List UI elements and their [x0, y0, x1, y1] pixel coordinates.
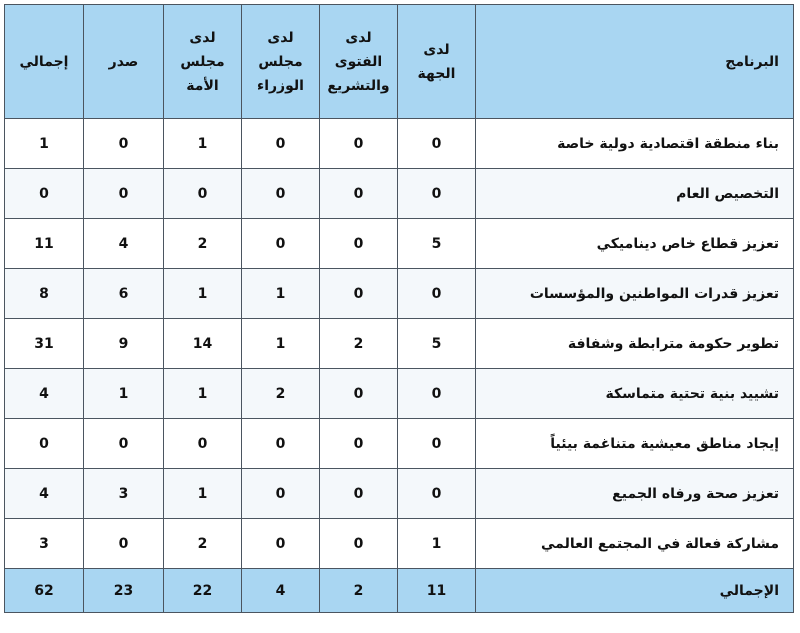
- header-issued: [84, 5, 164, 119]
- totals-total: 62: [5, 569, 84, 613]
- assembly-cell: 1: [164, 269, 242, 319]
- program-cell: تعزيز صحة ورفاه الجميع: [476, 469, 794, 519]
- fatwa-cell: 0: [320, 519, 398, 569]
- program-cell: تشييد بنية تحتية متماسكة: [476, 369, 794, 419]
- totals-cabinet: 4: [242, 569, 320, 613]
- header-fatwa-line-2: الفتوى: [334, 53, 383, 70]
- programs-status-table: [4, 4, 794, 613]
- table-row: [5, 319, 794, 369]
- program-cell: بناء منطقة اقتصادية دولية خاصة: [476, 119, 794, 169]
- issued-cell: 0: [84, 519, 164, 569]
- total-cell: 4: [5, 469, 84, 519]
- entity-cell: 0: [398, 269, 476, 319]
- table-row: [5, 469, 794, 519]
- fatwa-cell: 0: [320, 369, 398, 419]
- header-entity-line-1: لدى: [423, 41, 450, 58]
- assembly-cell: 0: [164, 169, 242, 219]
- totals-issued: 23: [84, 569, 164, 613]
- header-assembly-line-3: الأمة: [186, 77, 219, 94]
- issued-cell: 4: [84, 219, 164, 269]
- header-cabinet: [242, 5, 320, 119]
- assembly-cell: 2: [164, 519, 242, 569]
- entity-cell: 0: [398, 469, 476, 519]
- header-total-label: إجمالي: [19, 53, 69, 70]
- table-row: [5, 269, 794, 319]
- program-cell: إيجاد مناطق معيشية متناغمة بيئياً: [476, 419, 794, 469]
- fatwa-cell: 0: [320, 219, 398, 269]
- fatwa-cell: 0: [320, 169, 398, 219]
- fatwa-cell: 2: [320, 319, 398, 369]
- header-fatwa-line-3: والتشريع: [327, 77, 390, 94]
- total-cell: 8: [5, 269, 84, 319]
- total-cell: 1: [5, 119, 84, 169]
- cabinet-cell: 0: [242, 469, 320, 519]
- table-row: [5, 519, 794, 569]
- entity-cell: 1: [398, 519, 476, 569]
- header-program: [476, 5, 794, 119]
- total-cell: 0: [5, 169, 84, 219]
- program-cell: تطوير حكومة مترابطة وشفافة: [476, 319, 794, 369]
- cabinet-cell: 0: [242, 119, 320, 169]
- totals-entity: 11: [398, 569, 476, 613]
- table-row: [5, 419, 794, 469]
- cabinet-cell: 1: [242, 269, 320, 319]
- table-footer: [5, 569, 794, 613]
- entity-cell: 0: [398, 369, 476, 419]
- issued-cell: 0: [84, 119, 164, 169]
- entity-cell: 0: [398, 169, 476, 219]
- issued-cell: 0: [84, 169, 164, 219]
- header-assembly: [164, 5, 242, 119]
- table-row: [5, 169, 794, 219]
- header-entity-line-2: الجهة: [417, 65, 456, 82]
- entity-cell: 5: [398, 219, 476, 269]
- cabinet-cell: 1: [242, 319, 320, 369]
- entity-cell: 0: [398, 419, 476, 469]
- cabinet-cell: 2: [242, 369, 320, 419]
- header-cabinet-line-1: لدى: [267, 29, 294, 46]
- fatwa-cell: 0: [320, 469, 398, 519]
- assembly-cell: 1: [164, 469, 242, 519]
- fatwa-cell: 0: [320, 419, 398, 469]
- table-body: [5, 119, 794, 569]
- total-cell: 4: [5, 369, 84, 419]
- assembly-cell: 1: [164, 369, 242, 419]
- issued-cell: 6: [84, 269, 164, 319]
- issued-cell: 1: [84, 369, 164, 419]
- assembly-cell: 1: [164, 119, 242, 169]
- table-row: [5, 119, 794, 169]
- issued-cell: 3: [84, 469, 164, 519]
- header-fatwa: [320, 5, 398, 119]
- assembly-cell: 14: [164, 319, 242, 369]
- header-row: [5, 5, 794, 119]
- issued-cell: 9: [84, 319, 164, 369]
- total-cell: 0: [5, 419, 84, 469]
- header-entity: [398, 5, 476, 119]
- header-cabinet-line-2: مجلس: [258, 53, 303, 70]
- cabinet-cell: 0: [242, 169, 320, 219]
- totals-row: [5, 569, 794, 613]
- program-cell: التخصيص العام: [476, 169, 794, 219]
- entity-cell: 5: [398, 319, 476, 369]
- header-cabinet-line-3: الوزراء: [257, 77, 304, 94]
- issued-cell: 0: [84, 419, 164, 469]
- cabinet-cell: 0: [242, 519, 320, 569]
- entity-cell: 0: [398, 119, 476, 169]
- program-cell: مشاركة فعالة في المجتمع العالمي: [476, 519, 794, 569]
- header-fatwa-line-1: لدى: [345, 29, 372, 46]
- programs-status-table-wrapper: [4, 4, 794, 613]
- program-cell: تعزيز قدرات المواطنين والمؤسسات: [476, 269, 794, 319]
- table-row: [5, 219, 794, 269]
- total-cell: 3: [5, 519, 84, 569]
- totals-label: الإجمالي: [476, 569, 794, 613]
- header-issued-label: صدر: [108, 53, 139, 70]
- fatwa-cell: 0: [320, 119, 398, 169]
- table-row: [5, 369, 794, 419]
- cabinet-cell: 0: [242, 419, 320, 469]
- assembly-cell: 0: [164, 419, 242, 469]
- header-program-label: البرنامج: [725, 53, 779, 70]
- header-assembly-line-1: لدى: [189, 29, 216, 46]
- totals-assembly: 22: [164, 569, 242, 613]
- table-header: [5, 5, 794, 119]
- assembly-cell: 2: [164, 219, 242, 269]
- fatwa-cell: 0: [320, 269, 398, 319]
- cabinet-cell: 0: [242, 219, 320, 269]
- program-cell: تعزيز قطاع خاص ديناميكي: [476, 219, 794, 269]
- total-cell: 31: [5, 319, 84, 369]
- header-assembly-line-2: مجلس: [180, 53, 225, 70]
- header-total: [5, 5, 84, 119]
- totals-fatwa: 2: [320, 569, 398, 613]
- total-cell: 11: [5, 219, 84, 269]
